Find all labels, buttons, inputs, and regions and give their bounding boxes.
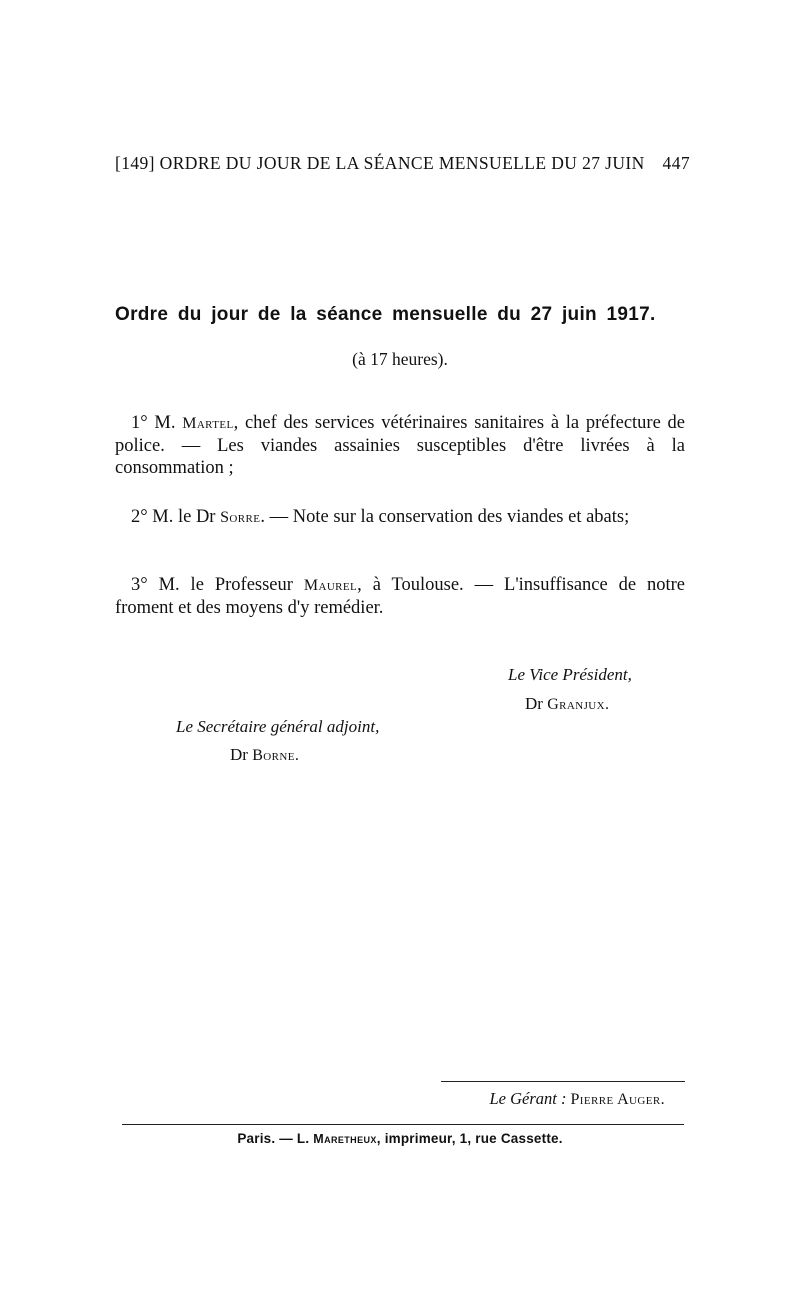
item-number: 3° M. le Professeur [131, 575, 293, 595]
secretary-title: Dr [230, 745, 248, 764]
agenda-time: (à 17 heures). [352, 349, 448, 369]
speaker-name: Martel [182, 415, 234, 432]
vice-president-signature [525, 694, 609, 714]
printer-rule [122, 1124, 684, 1125]
manager-line [0, 1089, 665, 1109]
running-head-title: [149] ORDRE DU JOUR DE LA SÉANCE MENSUELLE DU 27 JUIN [115, 153, 645, 173]
vice-president-name: Granjux. [547, 696, 610, 713]
printer-prefix: Paris. — L. [237, 1131, 310, 1146]
vice-president-role: Le Vice Président, [508, 665, 632, 684]
agenda-item-3 [115, 574, 685, 619]
agenda-item-1 [115, 412, 685, 479]
manager-name: Pierre Auger. [570, 1091, 665, 1108]
secretary-name: Borne. [252, 747, 300, 764]
speaker-name: Maurel [303, 577, 358, 594]
manager-rule [441, 1081, 685, 1082]
item-number: 2° M. le Dr [131, 507, 216, 527]
printer-line [0, 1131, 800, 1146]
speaker-name: Sorre [220, 509, 261, 526]
secretary-signature [230, 745, 299, 765]
agenda-item-2 [115, 506, 685, 529]
item-text: , à Toulouse. — L'insuffisance de notre froment et des moyens d'y remédier. [115, 575, 686, 618]
agenda-title: Ordre du jour de la séance mensuelle du 27 juin 1917. [115, 304, 656, 325]
secretary-role: Le Secrétaire général adjoint, [176, 717, 380, 736]
vice-president-title: Dr [525, 694, 543, 713]
page-number: 447 [662, 153, 690, 173]
printer-name: Maretheux [313, 1132, 377, 1146]
item-text: , chef des services vétérinaires sanitaires à la préfecture de police. — Les viandes assainies susceptibles d'être livrées à la consommation ; [115, 413, 685, 478]
manager-label: Le Gérant : [489, 1089, 567, 1108]
item-number: 1° M. [131, 413, 176, 433]
item-text: . — Note sur la conservation des viandes et abats; [260, 507, 630, 527]
printer-suffix: , imprimeur, 1, rue Cassette. [376, 1131, 563, 1146]
